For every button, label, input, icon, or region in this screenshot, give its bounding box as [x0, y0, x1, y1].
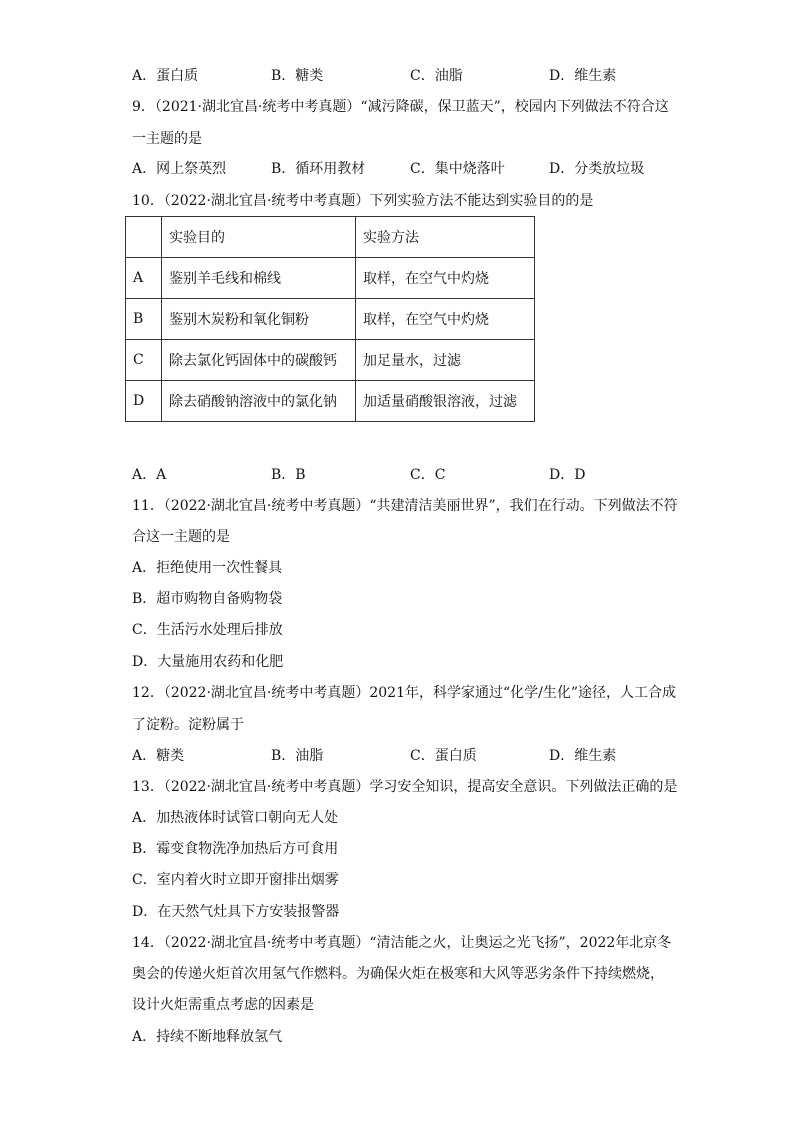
q10-options — [132, 465, 692, 485]
table-cell: D — [126, 381, 162, 422]
q13-stem-line1: 13．（2022·湖北宜昌·统考中考真题）学习安全知识，提高安全意识。下列做法正确的是 — [132, 779, 678, 795]
q9-option-b: B．循环用教材 — [271, 161, 366, 177]
q11-stem-line1: 11．（2022·湖北宜昌·统考中考真题）“共建清洁美丽世界”，我们在行动。下列做法不符 — [132, 498, 678, 514]
table-cell: B — [126, 299, 162, 340]
q13-option-d: D．在天然气灶具下方安装报警器 — [132, 904, 340, 920]
q8-option-b: B．糖类 — [271, 68, 324, 84]
q12-options — [132, 746, 692, 766]
q10-option-c: C．C — [410, 467, 446, 483]
table-row — [126, 299, 535, 340]
q10-experiment-table — [125, 216, 535, 422]
table-cell: A — [126, 258, 162, 299]
q10-option-b: B．B — [271, 467, 306, 483]
table-cell: 除去硝酸钠溶液中的氯化钠 — [162, 381, 356, 422]
table-row — [126, 381, 535, 422]
table-cell: 取样，在空气中灼烧 — [356, 299, 535, 340]
q12-option-b: B．油脂 — [271, 748, 324, 764]
q12-option-d: D．维生素 — [549, 748, 617, 764]
table-header-row — [126, 217, 535, 258]
q11-option-c: C．生活污水处理后排放 — [132, 622, 283, 638]
q9-stem-line1: 9．（2021·湖北宜昌·统考中考真题）“减污降碳，保卫蓝天”，校园内下列做法不符合这 — [132, 99, 669, 115]
q14-stem-line1: 14．（2022·湖北宜昌·统考中考真题）“清洁能之火，让奥运之光飞扬”，2022年北京冬 — [132, 935, 672, 951]
q12-stem-line2: 了淀粉。淀粉属于 — [132, 717, 244, 733]
q8-option-c: C．油脂 — [410, 68, 463, 84]
table-cell: 取样，在空气中灼烧 — [356, 258, 535, 299]
q12-option-c: C．蛋白质 — [410, 748, 477, 764]
table-row — [126, 258, 535, 299]
table-cell: 加适量硝酸银溶液，过滤 — [356, 381, 535, 422]
table-header-cell: 实验方法 — [356, 217, 535, 258]
q11-option-d: D．大量施用农药和化肥 — [132, 654, 284, 670]
table-cell: C — [126, 340, 162, 381]
q13-option-b: B．霉变食物洗净加热后方可食用 — [132, 841, 339, 857]
q9-options — [132, 159, 692, 179]
q14-stem-line3: 设计火炬需重点考虑的因素是 — [132, 997, 314, 1013]
q11-option-a: A．拒绝使用一次性餐具 — [132, 560, 283, 576]
q10-option-a: A．A — [132, 467, 167, 483]
table-header-cell: 实验目的 — [162, 217, 356, 258]
q12-option-a: A．糖类 — [132, 748, 185, 764]
q9-stem-line2: 一主题的是 — [132, 131, 202, 147]
q14-stem-line2: 奥会的传递火炬首次用氢气作燃料。为确保火炬在极寒和大风等恶劣条件下持续燃烧， — [132, 966, 664, 982]
q8-option-a: A．蛋白质 — [132, 68, 199, 84]
q10-option-d: D．D — [549, 467, 586, 483]
table-cell: 鉴别羊毛线和棉线 — [162, 258, 356, 299]
q11-option-b: B．超市购物自备购物袋 — [132, 591, 283, 607]
q13-option-c: C．室内着火时立即开窗排出烟雾 — [132, 872, 339, 888]
table-cell: 鉴别木炭粉和氧化铜粉 — [162, 299, 356, 340]
table-header-cell — [126, 217, 162, 258]
table-row — [126, 340, 535, 381]
q11-stem-line2: 合这一主题的是 — [132, 529, 230, 545]
q14-option-a: A．持续不断地释放氢气 — [132, 1029, 283, 1045]
q12-stem-line1: 12．（2022·湖北宜昌·统考中考真题）2021年，科学家通过“化学/生化”途径，人工合成 — [132, 685, 677, 701]
q9-option-c: C．集中烧落叶 — [410, 161, 505, 177]
q10-stem-line1: 10．（2022·湖北宜昌·统考中考真题）下列实验方法不能达到实验目的的是 — [132, 193, 594, 209]
q8-options — [132, 66, 692, 86]
q13-option-a: A．加热液体时试管口朝向无人处 — [132, 810, 339, 826]
q8-option-d: D．维生素 — [549, 68, 617, 84]
table-cell: 加足量水，过滤 — [356, 340, 535, 381]
table-cell: 除去氯化钙固体中的碳酸钙 — [162, 340, 356, 381]
q9-option-d: D．分类放垃圾 — [549, 161, 645, 177]
q9-option-a: A．网上祭英烈 — [132, 161, 227, 177]
